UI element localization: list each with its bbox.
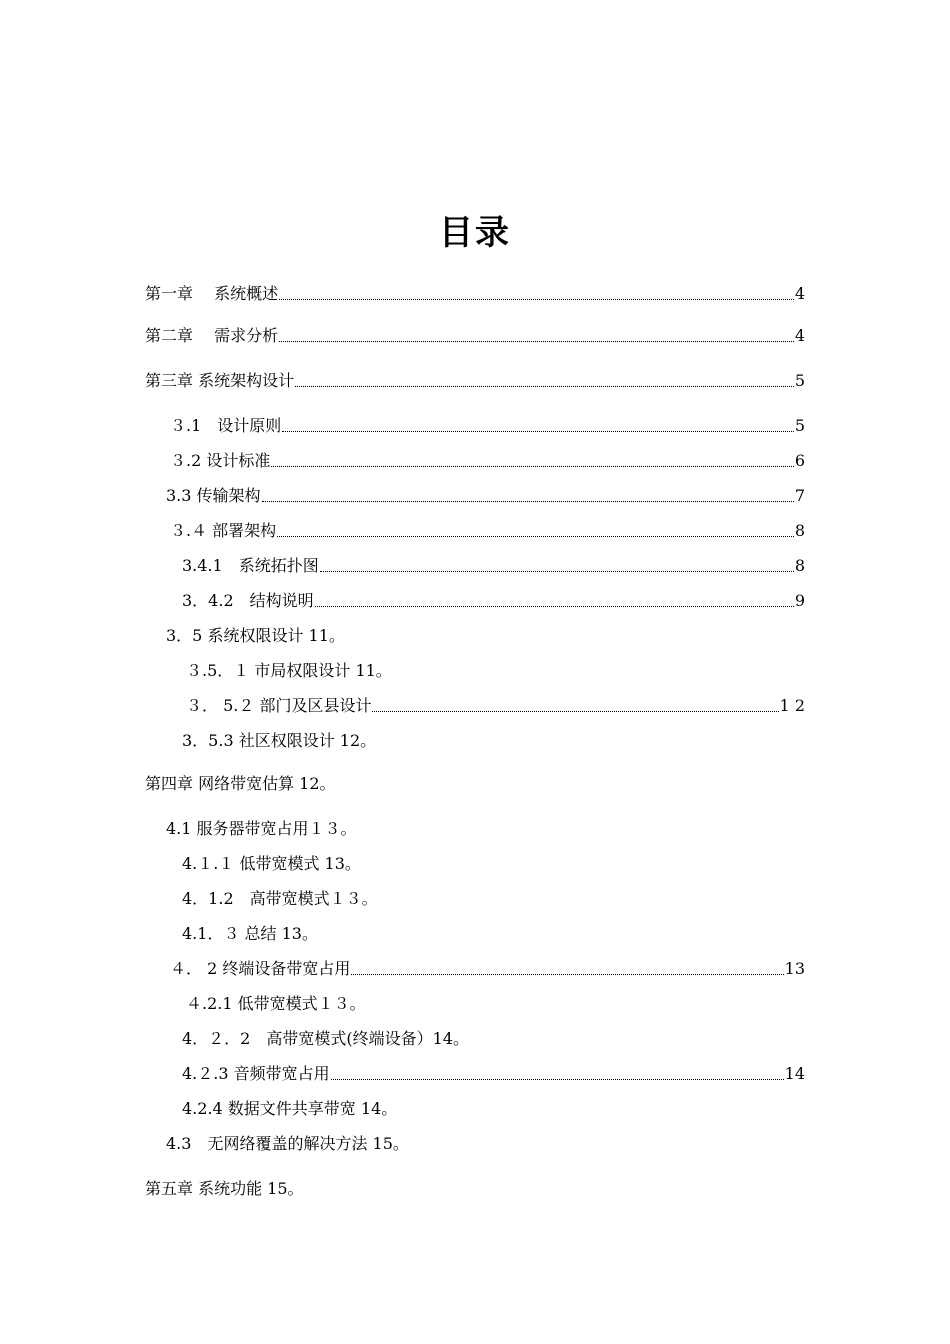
toc-entry-page: 9 [794,591,805,610]
dot-leader [279,299,794,300]
toc-entry-text: 第一章 系统概述 [145,284,279,303]
toc-entry-chapter-2 [145,324,805,348]
toc-entry-page: 8 [794,556,805,575]
toc-entry-page: 5 [794,371,805,390]
toc-entry-text: 3.3 传输架构 [166,486,261,505]
toc-entry-3-1 [170,414,805,438]
toc-entry-4-2-1 [186,992,366,1016]
toc-entry-text: 第二章 需求分析 [145,326,279,345]
toc-entry-text: 3．5.3 社区权限设计 12。 [182,731,377,750]
toc-entry-4-2-3 [182,1062,805,1086]
dot-leader [372,711,778,712]
toc-entry-text: ４． 2 终端设备带宽占用 [170,959,351,978]
toc-entry-text: ４.2.1 低带宽模式１３。 [186,994,366,1013]
toc-entry-3-5 [166,624,345,648]
toc-entry-page: 14 [784,1064,805,1083]
toc-entry-page: 7 [794,486,805,505]
toc-entry-3-4-1 [182,554,805,578]
toc-entry-page: 4 [794,284,805,303]
toc-entry-page: 5 [794,416,805,435]
toc-entry-text: 4.3 无网络覆盖的解决方法 15。 [166,1134,409,1153]
toc-entry-page: 8 [794,521,805,540]
dot-leader [282,431,794,432]
toc-entry-4-2 [170,957,805,981]
toc-entry-3-5-2 [186,694,805,718]
toc-entry-3-5-3 [182,729,376,753]
toc-entry-chapter-4 [145,772,336,796]
toc-entry-4-1-2 [182,887,378,911]
toc-entry-chapter-3 [145,369,805,393]
dot-leader [315,606,794,607]
toc-entry-chapter-1 [145,282,805,306]
toc-entry-text: 第五章 系统功能 15。 [145,1179,304,1198]
toc-entry-text: 4.１.１ 低带宽模式 13。 [182,854,361,873]
toc-entry-3-4-2 [182,589,805,613]
toc-entry-text: ３.2 设计标准 [170,451,271,470]
toc-entry-text: 4.1．３ 总结 13。 [182,924,318,943]
toc-entry-page: 13 [784,959,805,978]
toc-entry-text: 3．5 系统权限设计 11。 [166,626,345,645]
dot-leader [320,571,794,572]
toc-entry-text: ３.5．１ 市局权限设计 11。 [186,661,392,680]
toc-entry-text: 4.２.3 音频带宽占用 [182,1064,330,1083]
toc-entry-text: 4．２．2 高带宽模式(终端设备）14。 [182,1029,469,1048]
dot-leader [331,1079,784,1080]
dot-leader [351,974,783,975]
toc-entry-4-1-3 [182,922,318,946]
dot-leader [295,386,794,387]
toc-title: 目录 [439,213,511,253]
toc-entry-text: 4.1 服务器带宽占用１３。 [166,819,357,838]
toc-entry-text: 4.2.4 数据文件共享带宽 14。 [182,1099,398,1118]
toc-entry-3-2 [170,449,805,473]
dot-leader [262,501,794,502]
dot-leader [279,341,794,342]
toc-entry-4-3 [166,1132,409,1156]
toc-entry-chapter-5 [145,1177,304,1201]
toc-entry-text: ３． 5.２ 部门及区县设计 [186,696,372,715]
toc-entry-3-5-1 [186,659,392,683]
toc-entry-4-2-2 [182,1027,469,1051]
toc-entry-text: ３.1 设计原则 [170,416,282,435]
dot-leader [271,466,793,467]
toc-entry-text: 第三章 系统架构设计 [145,371,295,390]
toc-entry-text: 第四章 网络带宽估算 12。 [145,774,336,793]
toc-entry-text: ３.４ 部署架构 [170,521,277,540]
toc-entry-4-1-1 [182,852,361,876]
toc-entry-page: 1 2 [779,696,805,715]
toc-entry-3-3 [166,484,805,508]
toc-entry-4-1 [166,817,357,841]
toc-entry-text: 3.4.1 系统拓扑图 [182,556,319,575]
dot-leader [277,536,794,537]
toc-entry-text: 4．1.2 高带宽模式１３。 [182,889,378,908]
toc-entry-3-4 [170,519,805,543]
toc-entry-4-2-4 [182,1097,397,1121]
toc-entry-page: 6 [794,451,805,470]
toc-entry-page: 4 [794,326,805,345]
toc-entry-text: 3．4.2 结构说明 [182,591,314,610]
